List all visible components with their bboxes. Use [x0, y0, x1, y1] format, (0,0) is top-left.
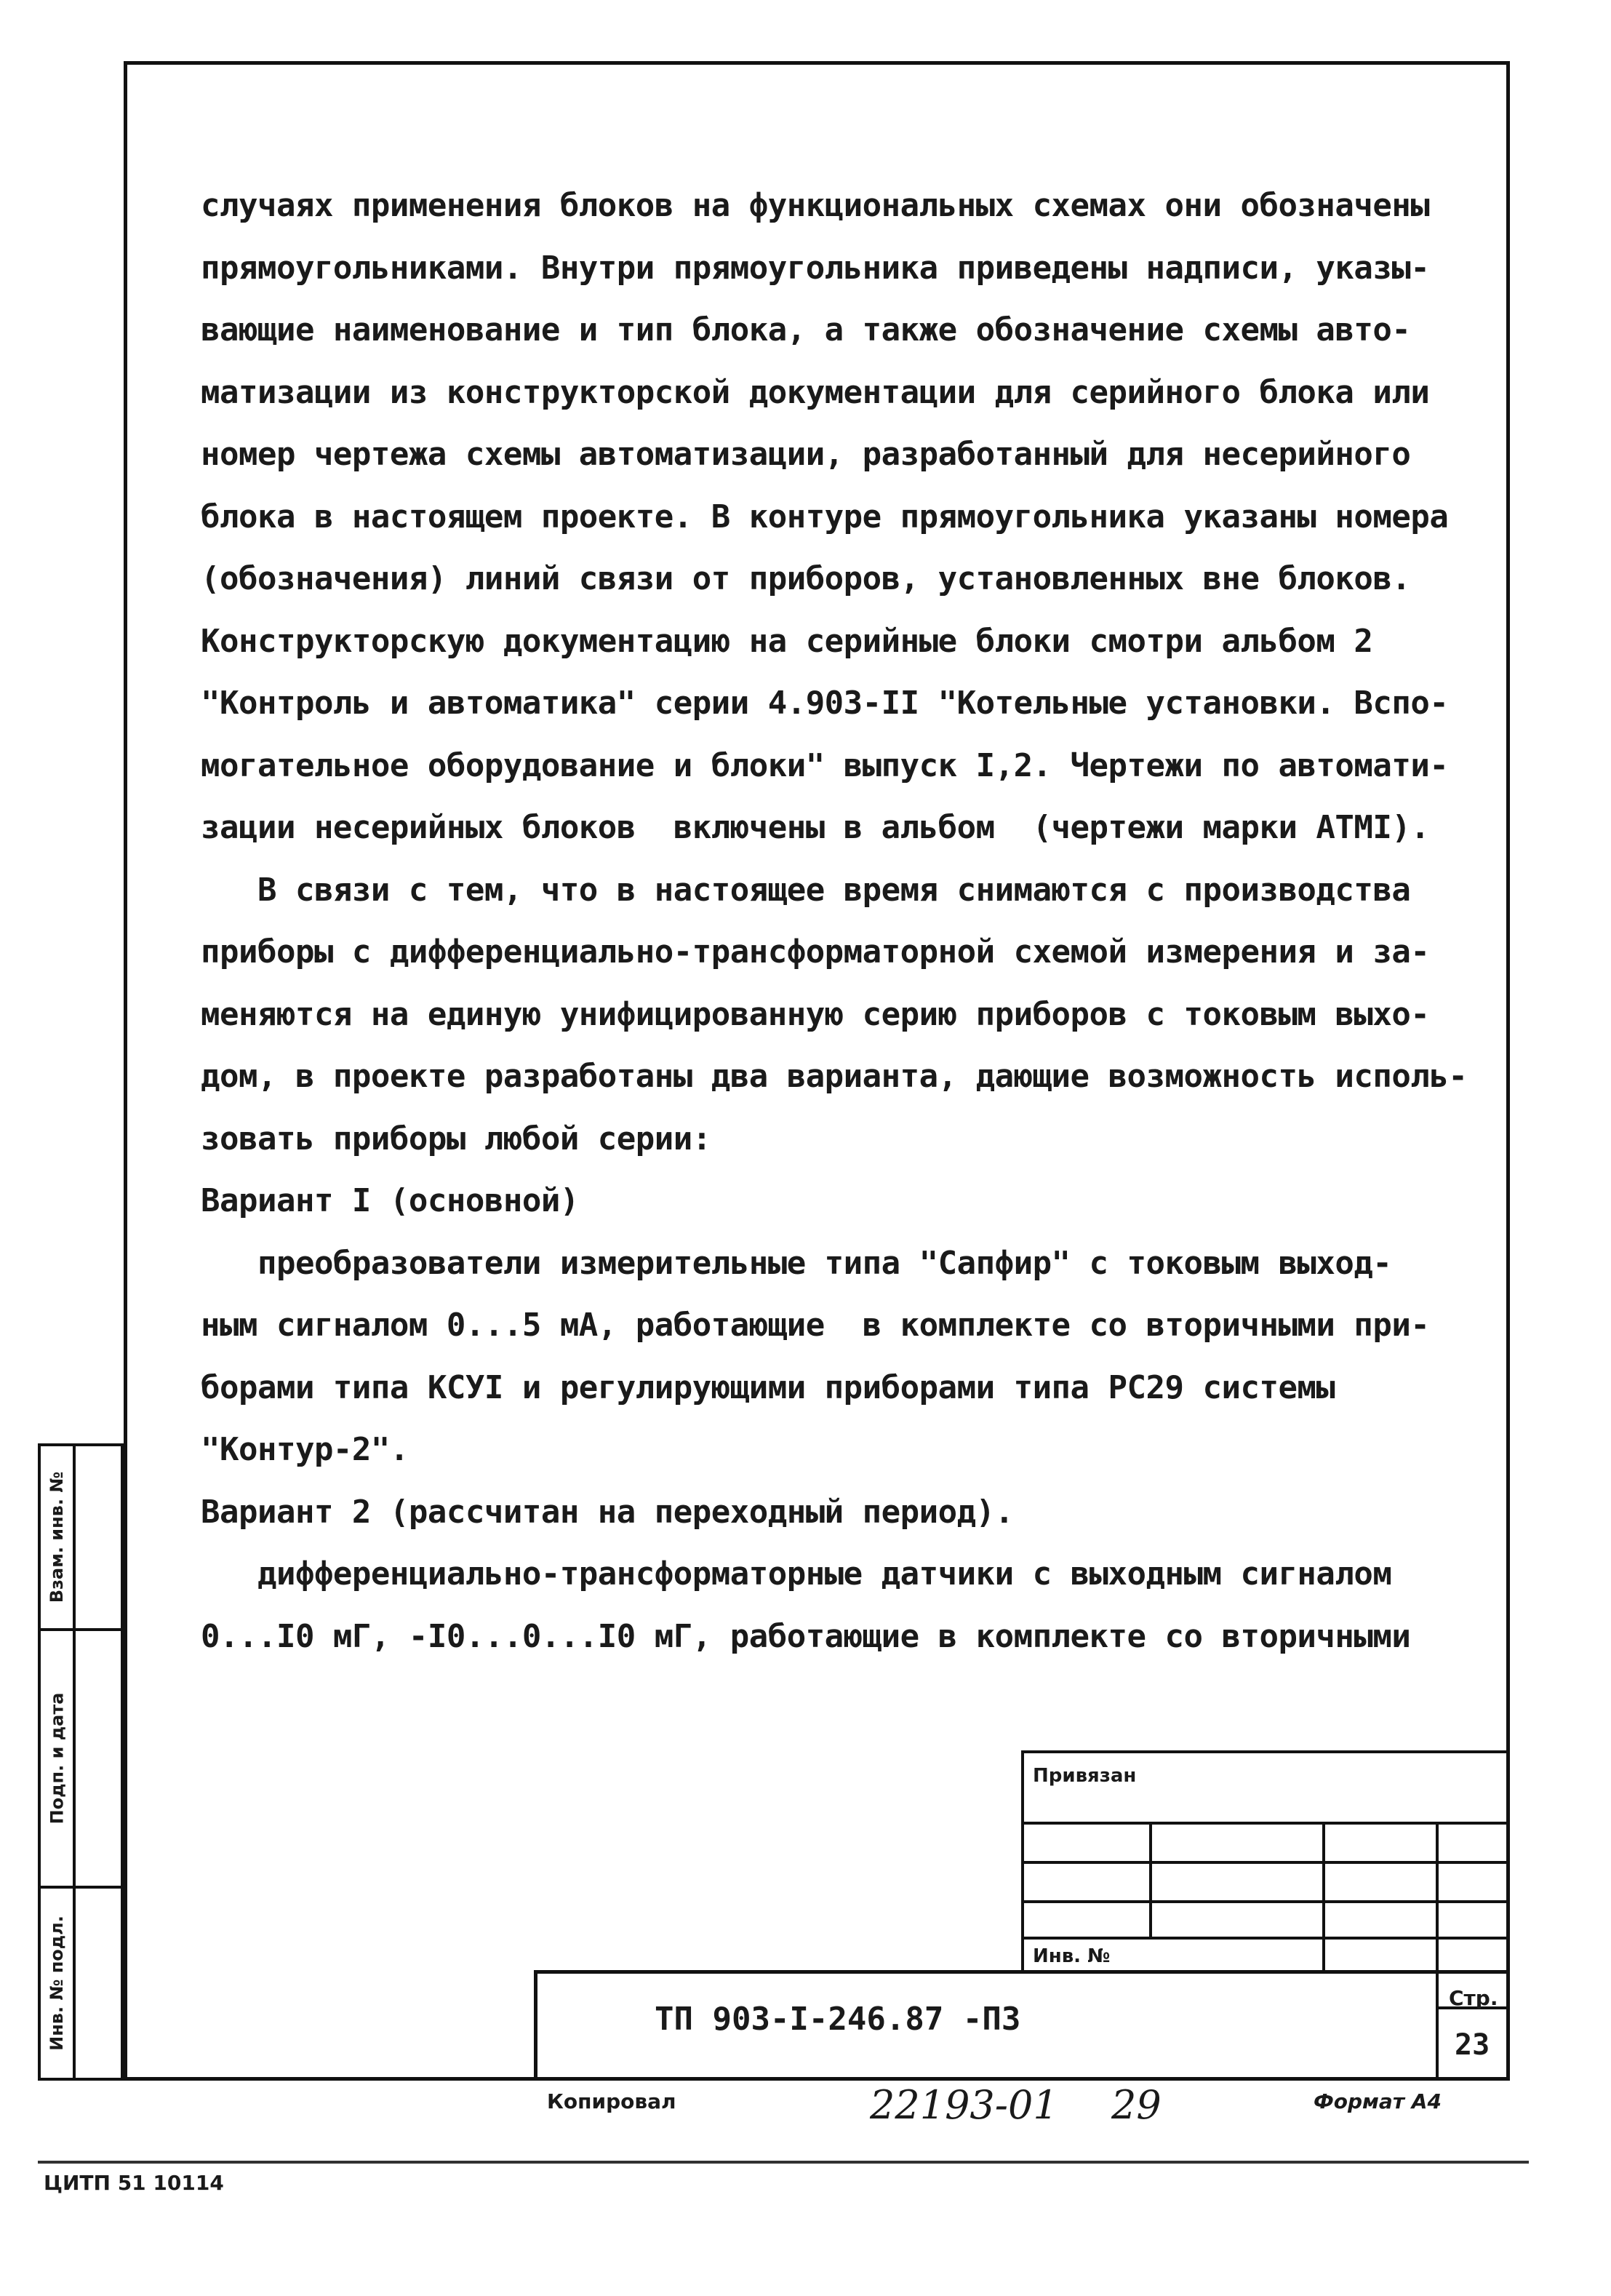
format-label: Формат А4: [1314, 2089, 1442, 2113]
text-line: В связи с тем, что в настоящее время снимаются с производства: [201, 871, 1411, 909]
inv-no-label: Инв. №: [1033, 1945, 1111, 1967]
privyazan-label: Привязан: [1033, 1765, 1137, 1787]
text-line: приборы с дифференциально-трансформаторной схемой измерения и за-: [201, 933, 1430, 970]
printer-mark: ЦИТП 51 10114: [44, 2171, 224, 2195]
document-code: ТП 903-I-246.87 -ПЗ: [655, 2001, 1021, 2038]
text-line: "Контроль и автоматика" серии 4.903-II "Котельные установки. Вспо-: [201, 685, 1449, 722]
body-text: [201, 175, 1510, 1667]
tb-line: [1322, 1822, 1325, 1973]
page-label: Стр.: [1449, 1986, 1498, 2010]
text-line: 0...I0 мГ, -I0...0...I0 мГ, работающие в комплекте со вторичными: [201, 1617, 1411, 1655]
vzam-inv-value: [73, 1443, 124, 1631]
vzam-inv-label: Взам. инв. №: [47, 1471, 67, 1603]
inv-podl-label: Инв. № подл.: [47, 1916, 67, 2051]
side-stamp: [38, 1443, 124, 2081]
text-line: зовать приборы любой серии:: [201, 1120, 711, 1157]
podp-cell: [38, 1628, 76, 1889]
tb-line: [1021, 1750, 1510, 1753]
text-line: ным сигналом 0...5 мА, работающие в комплекте со вторичными при-: [201, 1307, 1430, 1344]
handwritten-page: 29: [1111, 2082, 1162, 2128]
text-line: зации несерийных блоков включены в альбом (чертежи марки АТМI).: [201, 809, 1430, 846]
text-line: случаях применения блоков на функциональных схемах они обозначены: [201, 187, 1430, 224]
inv-podl-cell: [38, 1886, 76, 2081]
podp-label: Подп. и дата: [47, 1692, 67, 1825]
bottom-rule: [38, 2161, 1529, 2164]
text-line: дом, в проекте разработаны два варианта, дающие возможность исполь-: [201, 1058, 1468, 1095]
page-number: 23: [1455, 2028, 1490, 2062]
vzam-inv-cell: [38, 1443, 76, 1631]
text-line: (обозначения) линий связи от приборов, установленных вне блоков.: [201, 560, 1411, 597]
text-line: блока в настоящем проекте. В контуре прямоугольника указаны номера: [201, 498, 1449, 535]
text-line: меняются на единую унифицированную серию приборов с токовым выхо-: [201, 995, 1430, 1033]
text-line: Вариант 2 (рассчитан на переходный период).: [201, 1493, 1014, 1531]
text-line: дифференциально-трансформаторные датчики с выходным сигналом: [201, 1555, 1392, 1593]
text-line: Конструкторскую документацию на серийные блоки смотри альбом 2: [201, 622, 1373, 660]
inv-podl-value: [73, 1886, 124, 2081]
handwritten-number: 22193-01: [870, 2082, 1058, 2128]
tb-line: [1149, 1822, 1152, 1937]
text-line: Вариант I (основной): [201, 1182, 579, 1219]
text-line: "Контур-2".: [201, 1431, 409, 1468]
copied-label: Копировал: [547, 2089, 676, 2113]
text-line: прямоугольниками. Внутри прямоугольника приведены надписи, указы-: [201, 249, 1430, 287]
text-line: борами типа КСУI и регулирующими приборами типа РС29 системы: [201, 1368, 1335, 1406]
text-line: могательное оборудование и блоки" выпуск I,2. Чертежи по автомати-: [201, 746, 1449, 784]
podp-value: [73, 1628, 124, 1889]
text-line: матизации из конструкторской документации для серийного блока или: [201, 373, 1430, 411]
text-line: преобразователи измерительные типа "Сапфир" с токовым выход-: [201, 1244, 1392, 1282]
text-line: вающие наименование и тип блока, а также обозначение схемы авто-: [201, 311, 1411, 348]
text-line: номер чертежа схемы автоматизации, разработанный для несерийного: [201, 436, 1411, 473]
